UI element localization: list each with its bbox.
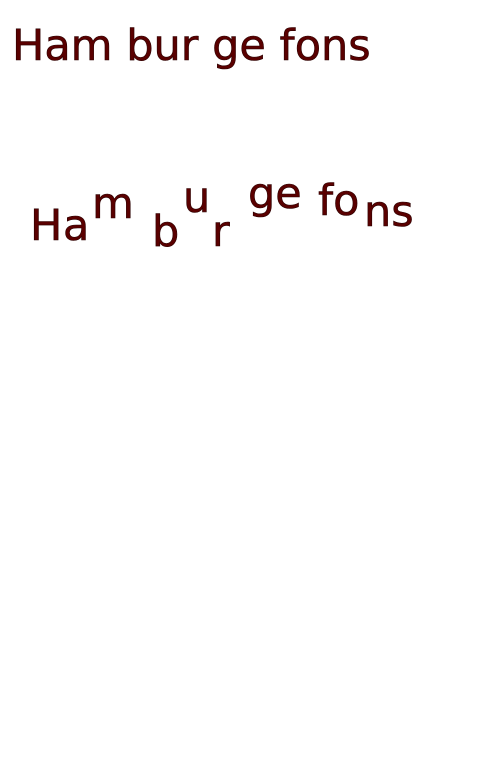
wavy-glyph-u: u <box>183 173 211 223</box>
wavy-glyph-ge: ge <box>248 169 302 219</box>
wavy-glyph-b: b <box>152 207 180 257</box>
wavy-glyph-a: a <box>63 201 90 251</box>
heading-text: Ham bur ge fons <box>12 21 371 71</box>
wavy-text <box>0 0 480 280</box>
wavy-glyph-fo: fo <box>318 176 360 226</box>
wavy-glyph-m: m <box>92 179 134 229</box>
wavy-glyph-ns: ns <box>364 187 414 237</box>
wavy-glyph-H: H <box>30 201 63 251</box>
wavy-glyph-r: r <box>212 207 230 257</box>
